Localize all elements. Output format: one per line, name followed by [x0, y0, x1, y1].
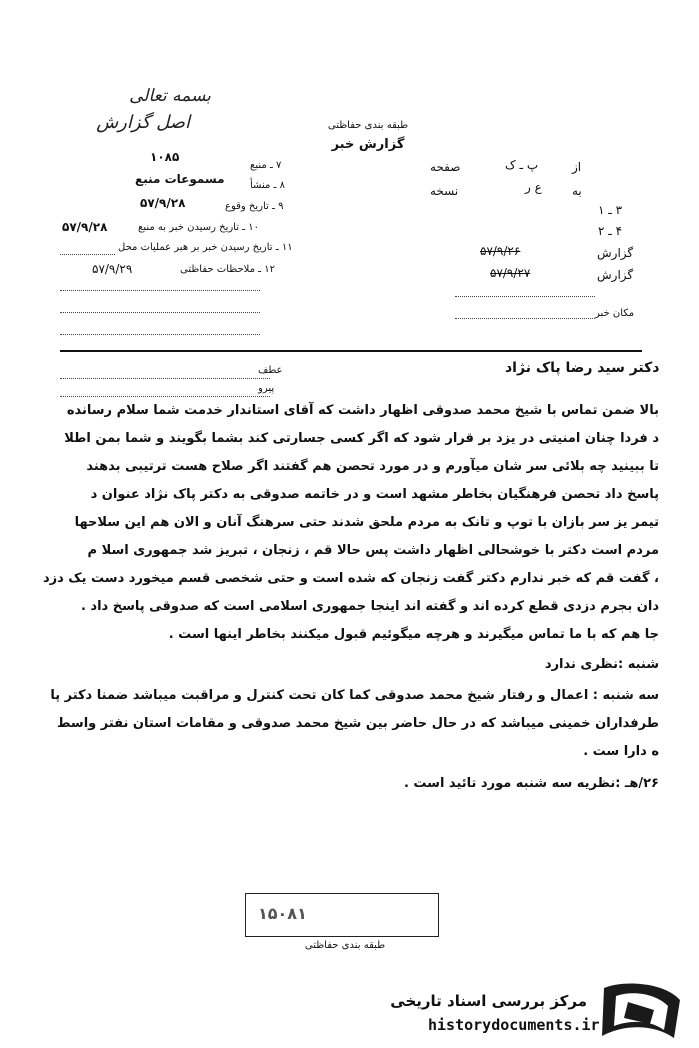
body-line: د فردا چنان امنیتی در یزد بر قرار شود که اگر کسی جسارتی کند بشما بگویند و شما بمن اطلا: [64, 431, 659, 446]
footer-stamp-box: [245, 893, 439, 937]
comment-saturday: شنبه :نظری ندارد: [544, 657, 659, 672]
origin-value: مسموعات منبع: [135, 172, 225, 186]
news-place-label: مکان خبر: [595, 308, 635, 319]
logo-icon: [594, 980, 686, 1042]
report-number-label: گزارش: [597, 246, 634, 260]
body-line: مردم است دکتر با خوشحالی اظهار داشت پس حالا قم ، زنجان ، تبریز شد جمهوری اسلا م: [87, 543, 659, 558]
report-date-value: ۵۷/۹/۲۷: [490, 266, 531, 280]
dotted-line: [455, 296, 595, 297]
dotted-line: [455, 318, 595, 319]
source-label: ۷ ـ منبع: [250, 160, 282, 171]
dotted-line: [60, 378, 270, 379]
page-label: صفحه: [430, 160, 461, 174]
body-line: دان بجرم دزدی قطع کرده اند و گفته اند اینجا جمهوری اسلامی است که صدوقی پاسخ داد .: [80, 599, 659, 614]
header-separator: [60, 350, 642, 352]
body-line: ، گفت قم که خبر ندارم دکتر گفت زنجان که شده است و حتی شخصی قسم میخورد دست یک دزد: [42, 571, 659, 586]
dotted-line: [60, 290, 260, 291]
to-value: ع ر: [525, 180, 542, 194]
final-note: ۲۶/هـ :نظریه سه شنبه مورد تائید است .: [403, 776, 659, 791]
comment-line: سه شنبه : اعمال و رفتار شیخ محمد صدوقی کما کان تحت کنترل و مراقبت میباشد ضمنا دکتر پا: [50, 688, 659, 703]
dotted-line: [60, 334, 260, 335]
report-number-value: ۵۷/۹/۲۶: [480, 244, 521, 258]
report-title: گزارش خبر: [331, 137, 405, 152]
source-received-label: ۱۰ ـ تاریخ رسیدن خبر به منبع: [138, 222, 260, 233]
handwritten-note-2: اصل گزارش: [96, 112, 190, 133]
from-value: پ ـ ک: [505, 158, 539, 172]
classification-label: طبقه بندی حفاظتی: [327, 120, 409, 131]
reference-label: پیرو: [258, 383, 275, 394]
report-date-label: گزارش: [597, 268, 634, 282]
source-value: ۱۰۸۵: [150, 150, 180, 164]
to-label: به: [572, 184, 582, 198]
handwritten-note-1: بسمه تعالی: [129, 86, 211, 106]
watermark-title: مرکز بررسی اسناد تاریخی: [390, 992, 587, 1010]
occurrence-date-value: ۵۷/۹/۲۸: [140, 196, 186, 210]
dotted-line: [60, 312, 260, 313]
dotted-line: [60, 254, 115, 255]
item-1: ۳ ـ ۱: [598, 203, 623, 217]
watermark-url: historydocuments.ir: [428, 1016, 600, 1034]
footer-classification: طبقه بندی حفاظتی: [304, 940, 386, 951]
footer-stamp-text: ۱۵۰۸۱: [258, 904, 307, 923]
body-line: تا ببینید چه بلائی سر شان میآورم و در مورد تحصن هم گفتند اگر صلاح هست ترتیبی بدهند: [86, 459, 659, 474]
item-2: ۴ ـ ۲: [598, 224, 623, 238]
comment-line: طرفداران خمینی میباشد که در حال حاضر بین شیخ محمد صدوقی و مقامات استان نفتر واسط: [56, 716, 659, 731]
origin-label: ۸ ـ منشأ: [250, 180, 286, 191]
body-line: بالا ضمن تماس با شیخ محمد صدوقی اظهار داشت که آقای استاندار خدمت شما سلام رسانده: [66, 403, 659, 418]
body-line: تیمر یز سر بازان با توپ و تانک به مردم ملحق شدند حتی سرهنگ آنان و الان هم این سلاحها: [74, 515, 659, 530]
dotted-line: [60, 396, 270, 397]
copy-label: نسخه: [430, 184, 459, 198]
subject-label: عطف: [258, 365, 283, 376]
comment-line: ه دارا ست .: [583, 744, 659, 759]
protection-notes-label: ۱۲ ـ ملاحظات حفاظتی: [180, 264, 275, 275]
body-line: پاسخ داد تحصن فرهنگیان بخاطر مشهد است و در خاتمه صدوقی به دکتر پاک نژاد عنوان د: [90, 487, 659, 502]
occurrence-date-label: ۹ ـ تاریخ وقوع: [225, 201, 284, 212]
protection-notes-value: ۵۷/۹/۲۹: [92, 262, 133, 276]
subject-value: دکتر سید رضا پاک نژاد: [505, 360, 660, 376]
body-line: جا هم که با ما تماس میگیرند و هرچه میگوئیم قبول میکنند بخاطر اینها است .: [168, 627, 659, 642]
ops-received-label: ۱۱ ـ تاریخ رسیدن خبر بر هبر عملیات محل: [118, 242, 293, 253]
source-received-value: ۵۷/۹/۲۸: [62, 220, 108, 234]
from-label: از: [572, 160, 582, 174]
